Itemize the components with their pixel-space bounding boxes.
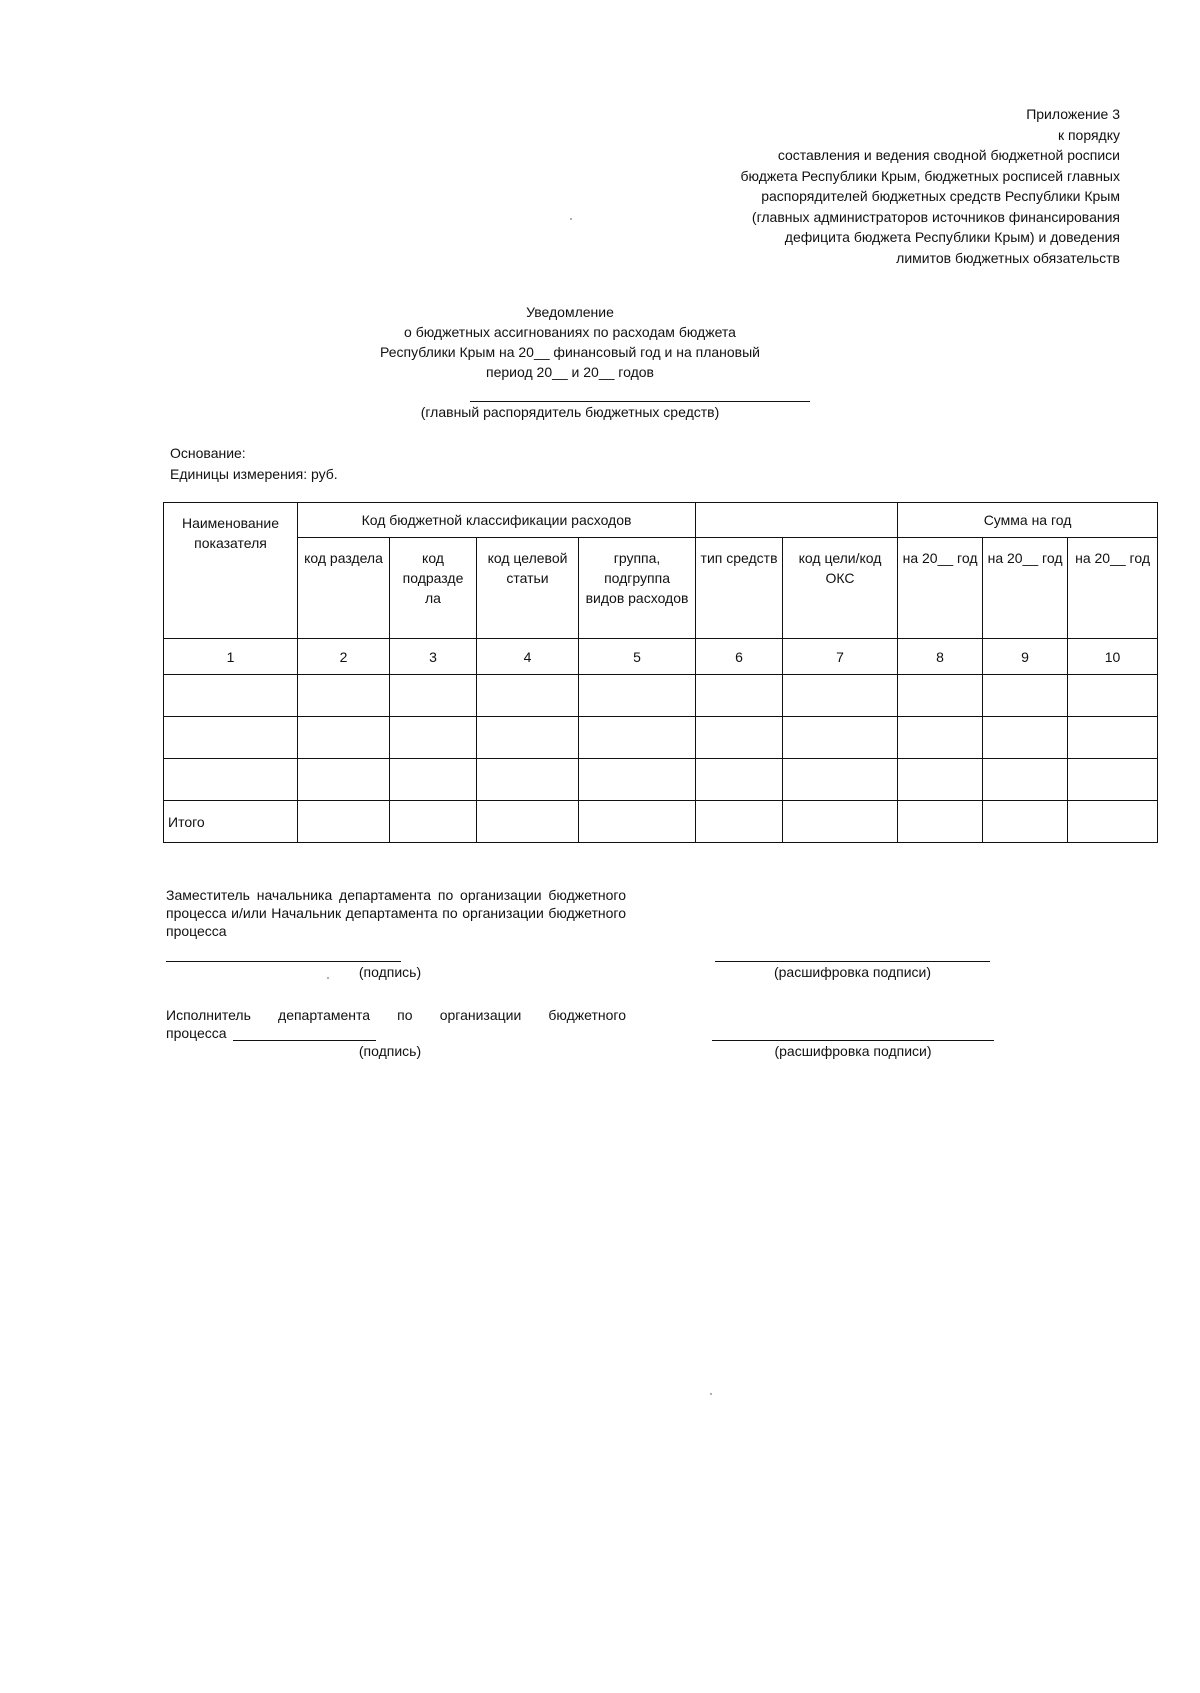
table-cell	[1068, 717, 1158, 759]
column-number: 6	[696, 639, 783, 675]
table-cell	[164, 717, 298, 759]
table-cell	[579, 675, 696, 717]
column-number: 2	[298, 639, 390, 675]
table-cell	[390, 675, 477, 717]
table-cell	[696, 675, 783, 717]
table-cell	[390, 717, 477, 759]
table-cell	[477, 675, 579, 717]
subheader-cell: на 20__ год	[983, 538, 1068, 639]
column-number: 10	[1068, 639, 1158, 675]
table-cell	[783, 759, 898, 801]
table-cell	[983, 717, 1068, 759]
decode-line	[712, 1040, 994, 1041]
scan-speck	[710, 1393, 712, 1395]
decode-line	[715, 961, 990, 962]
header-empty-group	[696, 503, 898, 538]
header-sum-group: Сумма на год	[898, 503, 1158, 538]
title-line: период 20__ и 20__ годов	[486, 364, 654, 380]
table-row	[164, 717, 1158, 759]
decode-caption: (расшифровка подписи)	[773, 964, 932, 980]
table-row	[164, 759, 1158, 801]
column-number: 4	[477, 639, 579, 675]
executor-process-label: процесса	[166, 1025, 227, 1041]
table-cell	[898, 759, 983, 801]
table-cell	[579, 717, 696, 759]
table-cell	[983, 801, 1068, 843]
title-line: Уведомление	[526, 304, 614, 320]
signature-caption: (подпись)	[358, 1043, 422, 1059]
table-cell	[898, 717, 983, 759]
signature-line	[233, 1040, 376, 1041]
title-line: Республики Крым на 20__ финансовый год и на плановый	[380, 344, 760, 360]
header-name: Наименование показателя	[164, 503, 298, 639]
table-cell	[390, 801, 477, 843]
subheader-cell: код раздела	[298, 538, 390, 639]
table-cell	[579, 759, 696, 801]
document-title	[300, 302, 840, 382]
table-cell	[477, 717, 579, 759]
table-cell	[1068, 759, 1158, 801]
column-number: 8	[898, 639, 983, 675]
signature-line	[166, 961, 401, 962]
basis-label: Основание:	[170, 445, 246, 461]
table-cell	[983, 675, 1068, 717]
column-number: 7	[783, 639, 898, 675]
subheader-cell: группа, подгруппа видов расходов	[579, 538, 696, 639]
basis-block	[170, 443, 338, 485]
subheader-cell: код подразде ла	[390, 538, 477, 639]
table-cell	[783, 675, 898, 717]
signature-caption: (подпись)	[358, 964, 422, 980]
appendix-line: составления и ведения сводной бюджетной росписи	[777, 147, 1120, 163]
table-cell	[696, 717, 783, 759]
subheader-cell: код цели/код ОКС	[783, 538, 898, 639]
subheader-cell: код целевой статьи	[477, 538, 579, 639]
table-row	[164, 675, 1158, 717]
table-cell	[898, 801, 983, 843]
budget-table	[163, 502, 1158, 843]
deputy-signer-text: Заместитель начальника департамента по организации бюджетного процесса и/или Начальник департамента по организации бюджетного процесса	[166, 887, 626, 939]
table-cell	[477, 759, 579, 801]
column-number: 1	[164, 639, 298, 675]
appendix-line: (главных администраторов источников финансирования	[751, 208, 1120, 225]
total-row	[164, 801, 1158, 843]
table-cell	[164, 675, 298, 717]
appendix-line: Приложение 3	[1026, 106, 1120, 122]
appendix-header	[741, 104, 1120, 268]
distributor-fill-line	[470, 401, 810, 402]
subheader-cell: на 20__ год	[898, 538, 983, 639]
table-cell	[983, 759, 1068, 801]
table-cell	[1068, 801, 1158, 843]
table-cell	[298, 759, 390, 801]
appendix-line: дефицита бюджета Республики Крым) и доведения	[784, 229, 1120, 245]
appendix-line: лимитов бюджетных обязательств	[896, 249, 1120, 266]
header-code-group: Код бюджетной классификации расходов	[298, 503, 696, 538]
appendix-line: к порядку	[1057, 126, 1120, 143]
scan-speck	[327, 977, 329, 979]
column-number: 9	[983, 639, 1068, 675]
total-label: Итого	[164, 801, 298, 843]
table-cell	[783, 717, 898, 759]
executor-signer-text: Исполнитель департамента по организации бюджетного	[166, 1007, 626, 1023]
appendix-line: бюджета Республики Крым, бюджетных росписей главных	[740, 167, 1120, 184]
table-cell	[298, 675, 390, 717]
table-cell	[1068, 675, 1158, 717]
table-cell	[696, 801, 783, 843]
table-cell	[390, 759, 477, 801]
table-cell	[477, 801, 579, 843]
column-number: 3	[390, 639, 477, 675]
table-cell	[298, 801, 390, 843]
subheader-cell: на 20__ год	[1068, 538, 1158, 639]
table-cell	[164, 759, 298, 801]
column-number-row	[164, 639, 1158, 675]
units-label: Единицы измерения: руб.	[170, 466, 338, 482]
distributor-caption: (главный распорядитель бюджетных средств)	[420, 404, 720, 420]
table-cell	[898, 675, 983, 717]
table-cell	[696, 759, 783, 801]
column-number: 5	[579, 639, 696, 675]
appendix-line: распорядителей бюджетных средств Республики Крым	[761, 188, 1120, 204]
table-cell	[298, 717, 390, 759]
table-cell	[579, 801, 696, 843]
table-cell	[783, 801, 898, 843]
scan-speck	[570, 218, 572, 220]
decode-caption: (расшифровка подписи)	[774, 1043, 932, 1059]
title-line: о бюджетных ассигнованиях по расходам бюджета	[404, 324, 736, 340]
subheader-cell: тип средств	[696, 538, 783, 639]
